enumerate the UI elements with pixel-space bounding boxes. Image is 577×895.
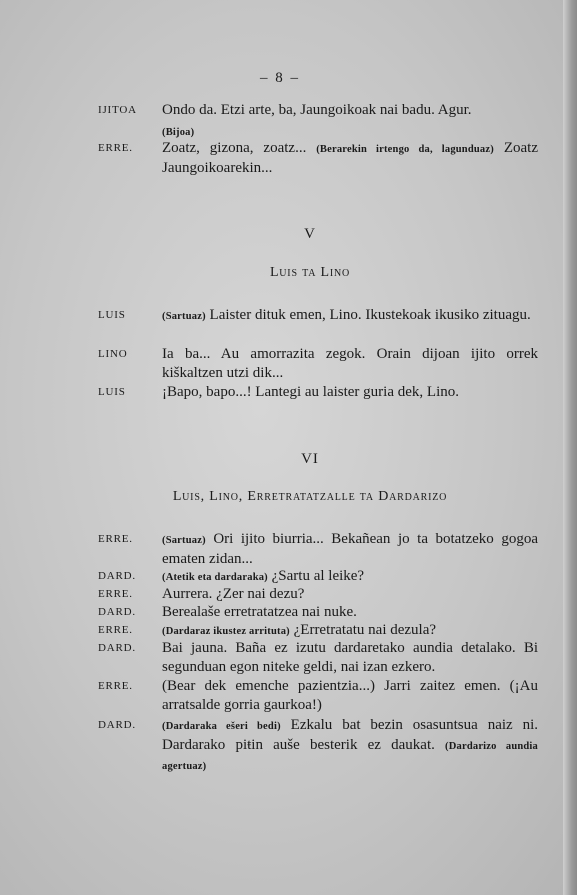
line-text (162, 139, 538, 178)
dialogue-line (98, 101, 538, 120)
stage-direction: (Sartuaz) (162, 535, 206, 546)
line-text (162, 603, 538, 622)
line-text (162, 585, 538, 604)
speaker: DARD. (98, 606, 136, 618)
spoken-text: Zoatz Jaungoikoarekin... (162, 140, 538, 176)
dialogue-line (98, 306, 538, 326)
speaker: ERRE. (98, 142, 133, 154)
page-edge-shadow (563, 0, 577, 895)
dialogue-line (98, 530, 538, 569)
spoken-text: Ezkalu bat bezin osasuntsua naiz ni. Dardarako piŧin auše besterik ez daukat. (162, 717, 538, 753)
stage-direction: (Sartuaz) (162, 311, 206, 322)
scene-number: VI (301, 451, 319, 467)
stage-direction: (Berarekin irtengo da, lagunduaz) (316, 144, 494, 155)
spoken-text: Zoatz, gizona, zoatz... (162, 140, 317, 156)
spoken-text: ¿Erretratatu nai dezula? (289, 622, 437, 638)
stage-direction: (Atetik eta dardaraka) (162, 572, 268, 583)
line-text (162, 621, 538, 641)
speaker: ERRE. (98, 588, 133, 600)
spoken-text: Laister dituk emen, Lino. Ikustekoak ikusiko zituagu. (205, 307, 531, 323)
spoken-text: Berealaše erretratatzea nai nuke. (162, 604, 357, 620)
dialogue-line (98, 677, 538, 715)
line-text (162, 306, 538, 326)
dialogue-line (98, 139, 538, 178)
speaker: ERRE. (98, 533, 133, 545)
speaker: IJITOA (98, 104, 137, 116)
speaker: DARD. (98, 719, 136, 731)
scene-number: V (304, 226, 316, 242)
line-text (162, 677, 538, 715)
spoken-text: Aurrera. ¿Zer nai dezu? (162, 586, 305, 602)
speaker: LUIS (98, 386, 126, 398)
line-text (162, 530, 538, 569)
page-number: – 8 – (260, 70, 300, 86)
dialogue-line (98, 716, 538, 776)
dialogue-line (98, 567, 538, 587)
dialogue-line (98, 585, 538, 604)
spoken-text: (Bear dek emenche pazientzia...) Jarri zaitez emen. (¡Au arratsalde gorria gaurkoa!) (162, 678, 538, 713)
dialogue-line (98, 383, 538, 402)
line-text (162, 639, 538, 677)
stage-direction: (Dardarizo aundia agertuaz) (162, 741, 539, 772)
dialogue-line (98, 345, 538, 383)
line-text (162, 567, 538, 587)
speaker: LUIS (98, 309, 126, 321)
stage-direction: (Bijoa) (162, 127, 195, 138)
spoken-text: Ia ba... Au amorrazita zegok. Orain dijoan ijito orrek kiškaltzen utzi dik... (162, 346, 538, 381)
dialogue-line (98, 639, 538, 677)
spoken-text: Ori ijito biurria... Bekañean jo ta botatzeko gogoa ematen zidan... (162, 531, 538, 567)
line-text (162, 383, 538, 402)
line-text (162, 716, 538, 776)
stage-direction: (Dardaraz ikustez arrituta) (162, 626, 290, 637)
line-text (162, 101, 538, 120)
speaker: LINO (98, 348, 128, 360)
speaker: ERRE. (98, 624, 133, 636)
speaker: DARD. (98, 570, 136, 582)
scene-characters: Luis ta Lino (269, 265, 351, 280)
spoken-text: ¿Sartu al leike? (267, 568, 365, 584)
spoken-text: ¡Bapo, bapo...! Lantegi au laister guria dek, Lino. (162, 384, 459, 400)
spoken-text: Ondo da. Etzi arte, ba, Jaungoikoak nai badu. Agur. (162, 102, 472, 118)
spoken-text: Bai jauna. Baña ez izutu dardaretako aundia detalako. Bi segunduan egon niteke geldi, nai izan ezkero. (162, 640, 538, 675)
dialogue-line (98, 603, 538, 622)
speaker: ERRE. (98, 680, 133, 692)
stage-direction: (Dardaraka ešeri bedi) (162, 721, 281, 732)
speaker: DARD. (98, 642, 136, 654)
dialogue-line (98, 621, 538, 641)
scene-characters: Luis, Lino, Erretratatzalle ta Dardarizo (172, 489, 448, 504)
line-text (162, 345, 538, 383)
